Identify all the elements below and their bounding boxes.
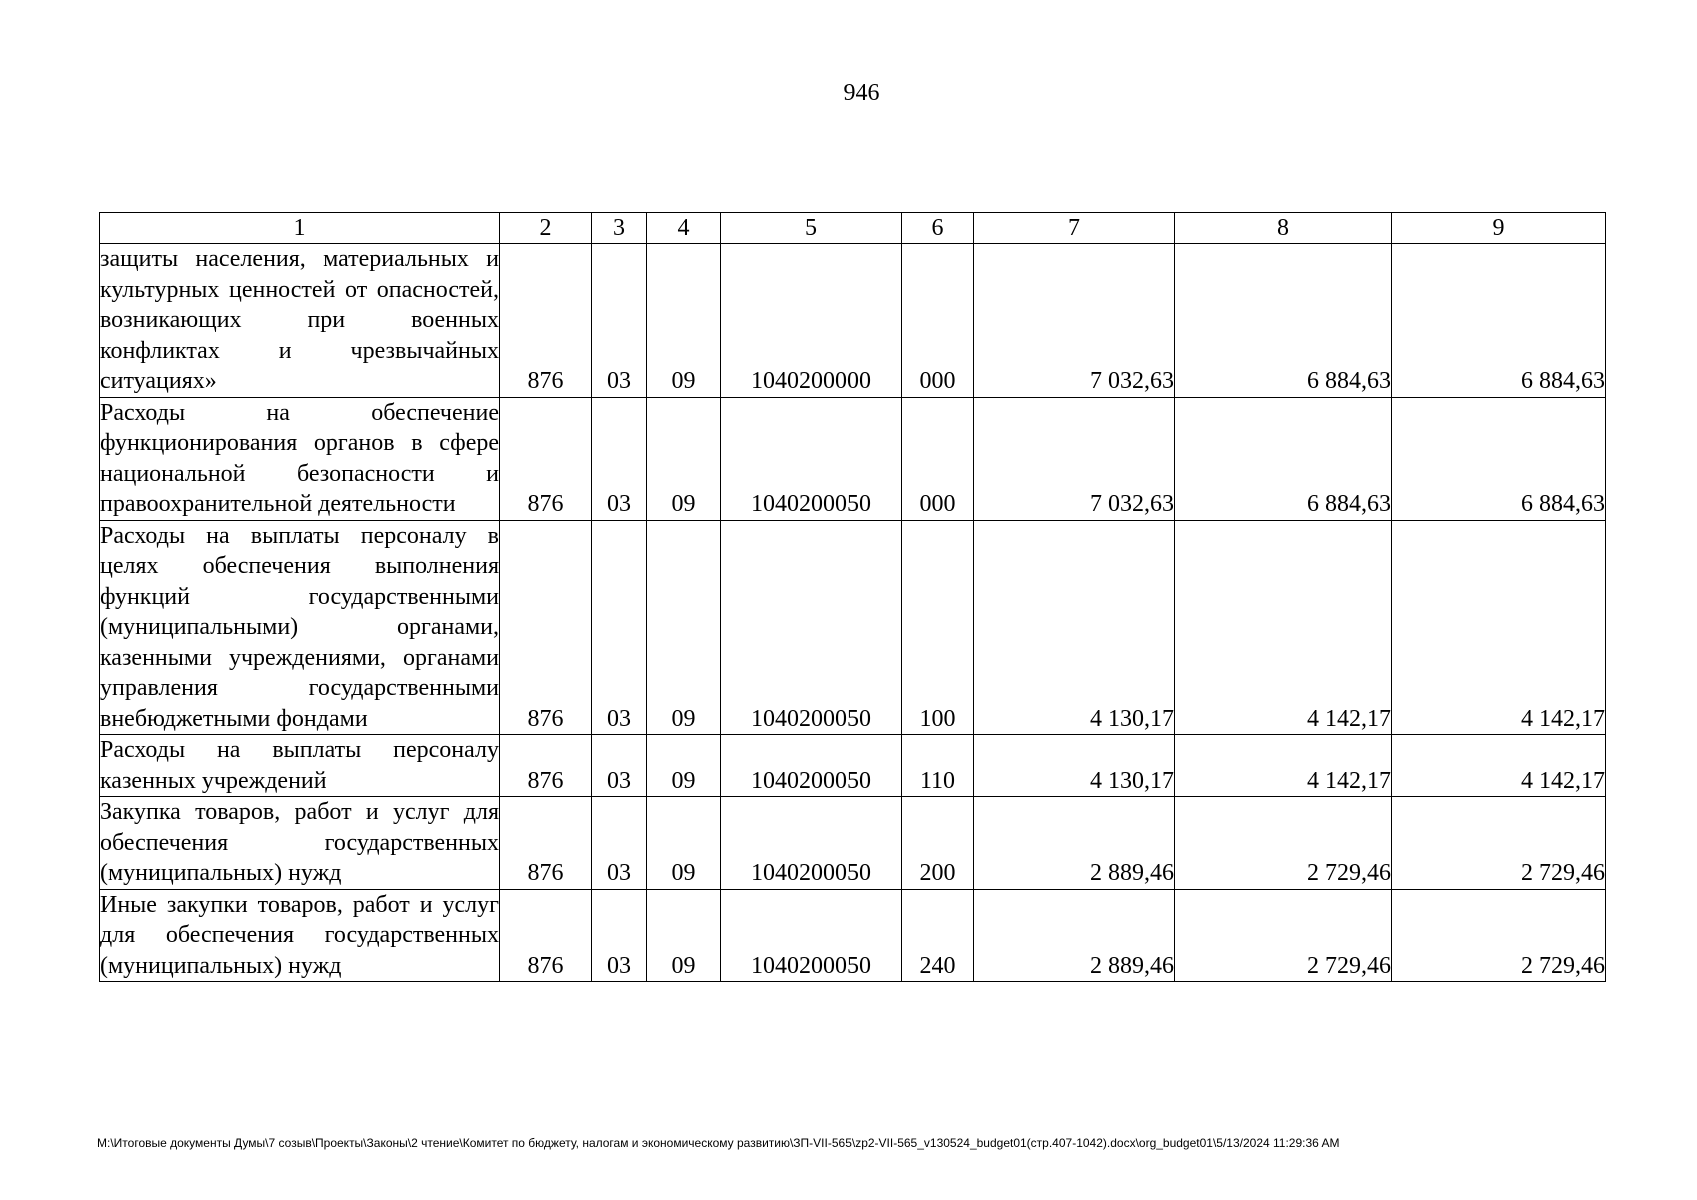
subsection-code: 09 xyxy=(647,244,721,398)
amount-col-7: 4 130,17 xyxy=(974,735,1175,797)
expense-name: Расходы на выплаты персоналу казенных учреждений xyxy=(100,735,500,797)
ministry-code: 876 xyxy=(500,735,592,797)
expense-type-code: 110 xyxy=(902,735,974,797)
table-row xyxy=(100,397,1606,520)
ministry-code: 876 xyxy=(500,244,592,398)
column-header: 9 xyxy=(1392,213,1606,244)
section-code: 03 xyxy=(592,797,647,890)
amount-col-9: 6 884,63 xyxy=(1392,244,1606,398)
expense-type-code: 000 xyxy=(902,397,974,520)
expense-type-code: 240 xyxy=(902,889,974,982)
amount-col-8: 2 729,46 xyxy=(1175,797,1392,890)
amount-col-8: 4 142,17 xyxy=(1175,735,1392,797)
page-number: 946 xyxy=(843,80,880,106)
table-row xyxy=(100,797,1606,890)
amount-col-7: 7 032,63 xyxy=(974,244,1175,398)
amount-col-8: 2 729,46 xyxy=(1175,889,1392,982)
ministry-code: 876 xyxy=(500,797,592,890)
amount-col-8: 6 884,63 xyxy=(1175,397,1392,520)
subsection-code: 09 xyxy=(647,889,721,982)
target-article-code: 1040200050 xyxy=(721,797,902,890)
column-header: 1 xyxy=(100,213,500,244)
target-article-code: 1040200000 xyxy=(721,244,902,398)
file-path-footer: M:\Итоговые документы Думы\7 созыв\Проекты\Законы\2 чтение\Комитет по бюджету, налогам и экономическому развитию\ЗП-VII-565\zp2-VII-565_v130524_budget01(стр.407-1042).docx\org_budget01\5/13/2024 11:29:36 AM xyxy=(97,1136,1340,1150)
column-header: 5 xyxy=(721,213,902,244)
section-code: 03 xyxy=(592,520,647,735)
amount-col-9: 4 142,17 xyxy=(1392,520,1606,735)
expense-type-code: 100 xyxy=(902,520,974,735)
amount-col-9: 2 729,46 xyxy=(1392,797,1606,890)
section-code: 03 xyxy=(592,735,647,797)
expense-name: Расходы на обеспечение функционирования органов в сфере национальной безопасности и правоохранительной деятельности xyxy=(100,397,500,520)
section-code: 03 xyxy=(592,889,647,982)
column-header: 7 xyxy=(974,213,1175,244)
table-row xyxy=(100,735,1606,797)
amount-col-7: 7 032,63 xyxy=(974,397,1175,520)
amount-col-8: 4 142,17 xyxy=(1175,520,1392,735)
target-article-code: 1040200050 xyxy=(721,735,902,797)
section-code: 03 xyxy=(592,397,647,520)
table-row xyxy=(100,889,1606,982)
amount-col-9: 6 884,63 xyxy=(1392,397,1606,520)
ministry-code: 876 xyxy=(500,397,592,520)
column-header: 4 xyxy=(647,213,721,244)
table-row xyxy=(100,520,1606,735)
column-header: 2 xyxy=(500,213,592,244)
budget-table xyxy=(99,212,1606,982)
amount-col-7: 2 889,46 xyxy=(974,797,1175,890)
expense-type-code: 200 xyxy=(902,797,974,890)
column-header: 6 xyxy=(902,213,974,244)
amount-col-9: 4 142,17 xyxy=(1392,735,1606,797)
subsection-code: 09 xyxy=(647,397,721,520)
target-article-code: 1040200050 xyxy=(721,889,902,982)
target-article-code: 1040200050 xyxy=(721,520,902,735)
amount-col-7: 2 889,46 xyxy=(974,889,1175,982)
ministry-code: 876 xyxy=(500,520,592,735)
table-row xyxy=(100,244,1606,398)
amount-col-7: 4 130,17 xyxy=(974,520,1175,735)
target-article-code: 1040200050 xyxy=(721,397,902,520)
amount-col-8: 6 884,63 xyxy=(1175,244,1392,398)
header-row xyxy=(100,213,1606,244)
expense-name: Расходы на выплаты персоналу в целях обеспечения выполнения функций государственными (муниципальными) органами, казенными учреждениями, органами управления государственными внебюджетными фондами xyxy=(100,520,500,735)
column-header: 8 xyxy=(1175,213,1392,244)
expense-name: Иные закупки товаров, работ и услуг для обеспечения государственных (муниципальных) нужд xyxy=(100,889,500,982)
expense-name: защиты населения, материальных и культурных ценностей от опасностей, возникающих при военных конфликтах и чрезвычайных ситуациях» xyxy=(100,244,500,398)
subsection-code: 09 xyxy=(647,797,721,890)
column-header: 3 xyxy=(592,213,647,244)
expense-name: Закупка товаров, работ и услуг для обеспечения государственных (муниципальных) нужд xyxy=(100,797,500,890)
amount-col-9: 2 729,46 xyxy=(1392,889,1606,982)
expense-type-code: 000 xyxy=(902,244,974,398)
ministry-code: 876 xyxy=(500,889,592,982)
subsection-code: 09 xyxy=(647,735,721,797)
section-code: 03 xyxy=(592,244,647,398)
subsection-code: 09 xyxy=(647,520,721,735)
